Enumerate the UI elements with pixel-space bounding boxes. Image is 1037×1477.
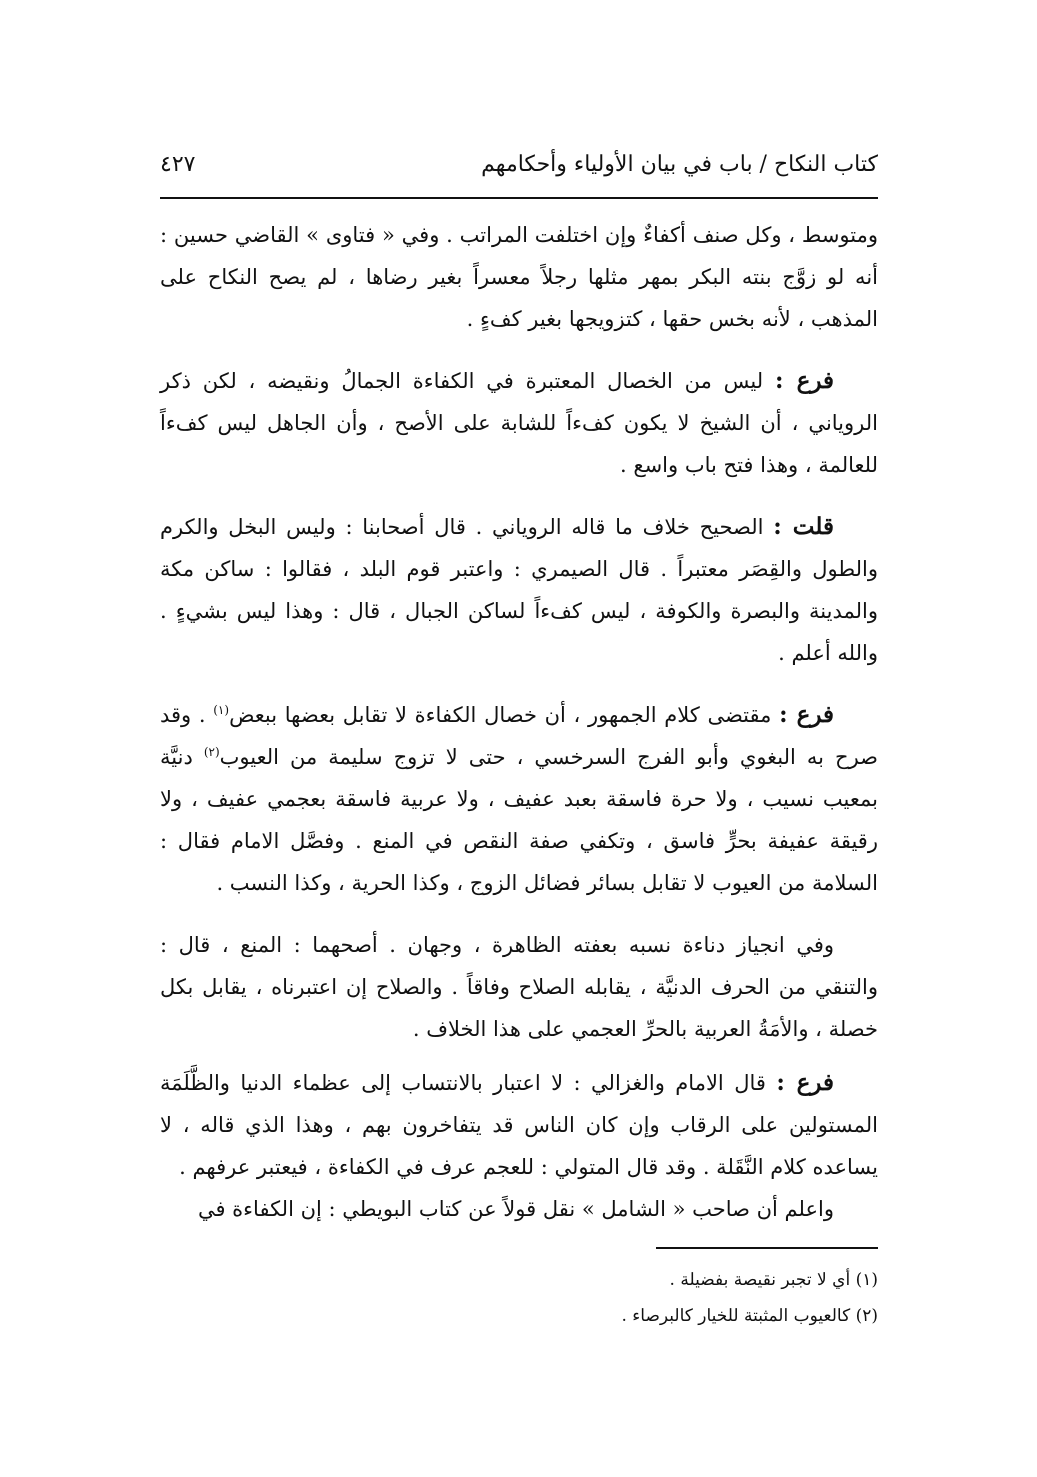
paragraph	[160, 1062, 878, 1188]
page-number: ٤٢٧	[160, 152, 196, 177]
header-rule	[160, 197, 878, 199]
paragraph-text: ومتوسط ، وكل صنف أكفاءٌ وإن اختلفت المراتب . وفي « فتاوى » القاضي حسين : أنه لو زوَّج بنته البكر بمهر مثلها رجلاً معسراً بغير رضاها ، لم يصح النكاح على المذهب ، لأنه بخس حقها ، كتزويجها بغير كفءٍ .	[160, 223, 878, 331]
paragraph-text: واعلم أن صاحب « الشامل » نقل قولاً عن كتاب البويطي : إن الكفاءة في	[197, 1197, 834, 1221]
body-text	[160, 214, 878, 1230]
footnote-number: (١)	[855, 1270, 878, 1290]
paragraph-text: ليس من الخصال المعتبرة في الكفاءة الجمالُ ونقيضه ، لكن ذكر الروياني ، أن الشيخ لا يكون كفءاً للشابة على الأصح ، وأن الجاهل ليس كفءاً للعالمة ، وهذا فتح باب واسع .	[160, 369, 878, 477]
paragraph-lead: فرع :	[776, 1069, 834, 1096]
paragraph	[160, 360, 878, 486]
footnote	[160, 1298, 878, 1334]
paragraph-lead: قلت :	[773, 513, 834, 540]
paragraph	[160, 924, 878, 1050]
footnote-ref: (٢)	[203, 745, 220, 759]
paragraph-text: . وقد صرح به البغوي وأبو الفرج السرخسي ، حتى لا تزوج سليمة من العيوب	[160, 703, 879, 769]
footnote-ref: (١)	[213, 703, 230, 717]
paragraph-text: وفي انجياز دناءة نسبه بعفته الظاهرة ، وجهان . أصحهما : المنع ، قال : والتنقي من الحرف الدنيَّة ، يقابله الصلاح وفاقاً . والصلاح إن اعتبرناه ، يقابل بكل خصلة ، والأمَةُ العربية بالحرِّ العجمي على هذا الخلاف .	[160, 933, 878, 1041]
header-title: كتاب النكاح / باب في بيان الأولياء وأحكامهم	[481, 152, 878, 177]
footnotes	[160, 1262, 878, 1334]
paragraph-text: دنيَّة بمعيب نسيب ، ولا حرة فاسقة بعبد عفيف ، ولا عربية فاسقة بعجمي عفيف ، ولا رقيقة عفيفة بحرٍّ فاسق ، وتكفي صفة النقص في المنع . وفصَّل الامام فقال : السلامة من العيوب لا تقابل بسائر فضائل الزوج ، وكذا الحرية ، وكذا النسب .	[160, 745, 878, 895]
paragraph-text: قال الامام والغزالي : لا اعتبار بالانتساب إلى عظماء الدنيا والظَّلَمَة المستولين على الرقاب وإن كان الناس قد يتفاخرون بهم ، وهذا الذي قاله ، لا يساعده كلام النَّقَلة . وقد قال المتولي : للعجم عرف في الكفاءة ، فيعتبر عرفهم .	[160, 1071, 878, 1179]
paragraph	[160, 506, 878, 674]
paragraph-lead: فرع :	[779, 701, 835, 728]
paragraph	[160, 694, 878, 904]
footnote-text: كالعيوب المثبتة للخيار كالبرصاء .	[621, 1306, 851, 1326]
footnote-text: أي لا تجبر نقيصة بفضيلة .	[669, 1270, 851, 1290]
paragraph-lead: فرع :	[774, 367, 835, 394]
paragraph-text: الصحيح خلاف ما قاله الروياني . قال أصحابنا : وليس البخل والكرم والطول والقِصَر معتبراً . قال الصيمري : واعتبر قوم البلد ، فقالوا : ساكن مكة والمدينة والبصرة والكوفة ، ليس كفءاً لساكن الجبال ، قال : وهذا ليس بشيءٍ . والله أعلم .	[160, 515, 878, 665]
footnote-number: (٢)	[855, 1306, 878, 1326]
footnote	[160, 1262, 878, 1298]
footnote-rule	[656, 1247, 878, 1249]
paragraph-text: مقتضى كلام الجمهور ، أن خصال الكفاءة لا تقابل بعضها ببعض	[229, 703, 772, 727]
paragraph	[160, 214, 878, 340]
running-header	[160, 152, 878, 192]
paragraph	[160, 1188, 878, 1230]
